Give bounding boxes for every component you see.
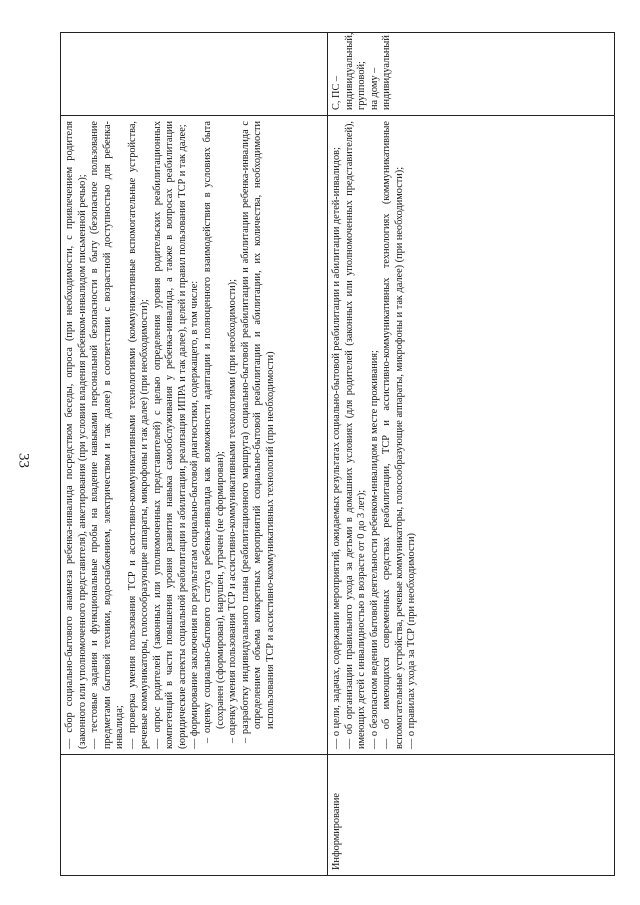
- table-row: [328, 33, 615, 876]
- list-item: — об имеющихся современных средствах реабилитации, ТСР и ассистивно-коммуникативных технологиях (коммуникативные вспомогательные устройства, речевые коммуникаторы, голосообразующие аппараты, микрофоны и так далее) (при необходимости);: [381, 121, 405, 749]
- sub-list-item: – разработку индивидуального плана (реабилитационного маршрута) социально-бытовой реабилитации и абилитации ребенка-инвалида с определением объема конкретных мероприятий социально-бытовой реабилитации и абилитации, их количества, необходимости использования ТСР и ассистивно-коммуникативных технологий (при необходимости): [239, 121, 276, 743]
- form-line: С, ПС –: [331, 75, 342, 110]
- form-line: групповой;: [356, 61, 368, 110]
- page-number: 33: [15, 453, 32, 468]
- list-item: — о безопасном ведении бытовой деятельности ребенком-инвалидом в месте проживания;: [368, 350, 380, 749]
- list-item: — об организации правильного ухода за детьми в домашних условиях (для родителей (законных или уполномоченных представителей), имеющих детей с инвалидностью в возрасте от 0 до 3 лет);: [343, 121, 368, 749]
- row1-col1-cell: [61, 755, 328, 876]
- list-item: — сбор социально-бытового анамнеза ребенка-инвалида посредством беседы, опроса (при необходимости, с привлечением родителя (законного или уполномоченного представителя), анкетирования (при условии владения ребенком-инвалидом письменной речью);: [64, 121, 88, 749]
- list-item: — формирование заключения по результатам социально-бытовой диагностики, содержащего, в том числе:: [189, 280, 201, 749]
- rehabilitation-table: [60, 32, 615, 876]
- row2-col3-cell: [328, 33, 615, 116]
- list-item: — тестовые задания и функциональные пробы на владение навыками персональной безопасности в быту (безопасное пользование предметами бытовой техники, водоснабжением, электричеством и так далее) в соответствии с возрастной доступностью для ребенка-инвалида;: [89, 121, 126, 749]
- list-item: — опрос родителей (законных или уполномоченных представителей) с целью определения уровня родительских реабилитационных компетенций в части повышения уровня развития навыка самообслуживания у ребенка-инвалида, а также в вопросах реабилитации (юридические аспекты социальной реабилитации и абилитации, реализация ИПРА и так далее), целей и правил пользования ТСР и так далее;: [151, 121, 188, 749]
- sub-list-item: – оценку умения пользования ТСР и ассистивно-коммуникативными технологиями (при необходимости);: [227, 279, 239, 743]
- form-line: на дому –: [368, 67, 380, 110]
- row1-col2-cell: [61, 116, 328, 755]
- form-line: индивидуальный: [381, 35, 393, 110]
- list-item: — о правилах ухода за ТСР (при необходимости): [406, 533, 418, 749]
- form-line: индивидуальный,: [343, 32, 355, 110]
- rotated-table-container: [60, 32, 615, 876]
- row2-col1-cell: Информирование: [328, 755, 615, 876]
- list-item: — о цели, задачах, содержании мероприятий, ожидаемых результатах социально-бытовой реабилитации и абилитации детей-инвалидов;: [331, 147, 342, 749]
- row2-col2-cell: [328, 116, 615, 755]
- list-item: — проверка умения пользования ТСР и ассистивно-коммуникативными технологиями (коммуникативные вспомогательные устройства, речевые коммуникаторы, голосообразующие аппараты, микрофоны и так далее) (при необходимости);: [126, 121, 151, 749]
- row1-col3-cell: [61, 33, 328, 116]
- table-row: [61, 33, 328, 876]
- sub-list-item: – оценку социально-бытового статуса ребенка-инвалида как возможности адаптации и полноценного взаимодействия в условиях быта (сохранен (сформирован), нарушен, утрачен (не сформирован);: [202, 121, 226, 743]
